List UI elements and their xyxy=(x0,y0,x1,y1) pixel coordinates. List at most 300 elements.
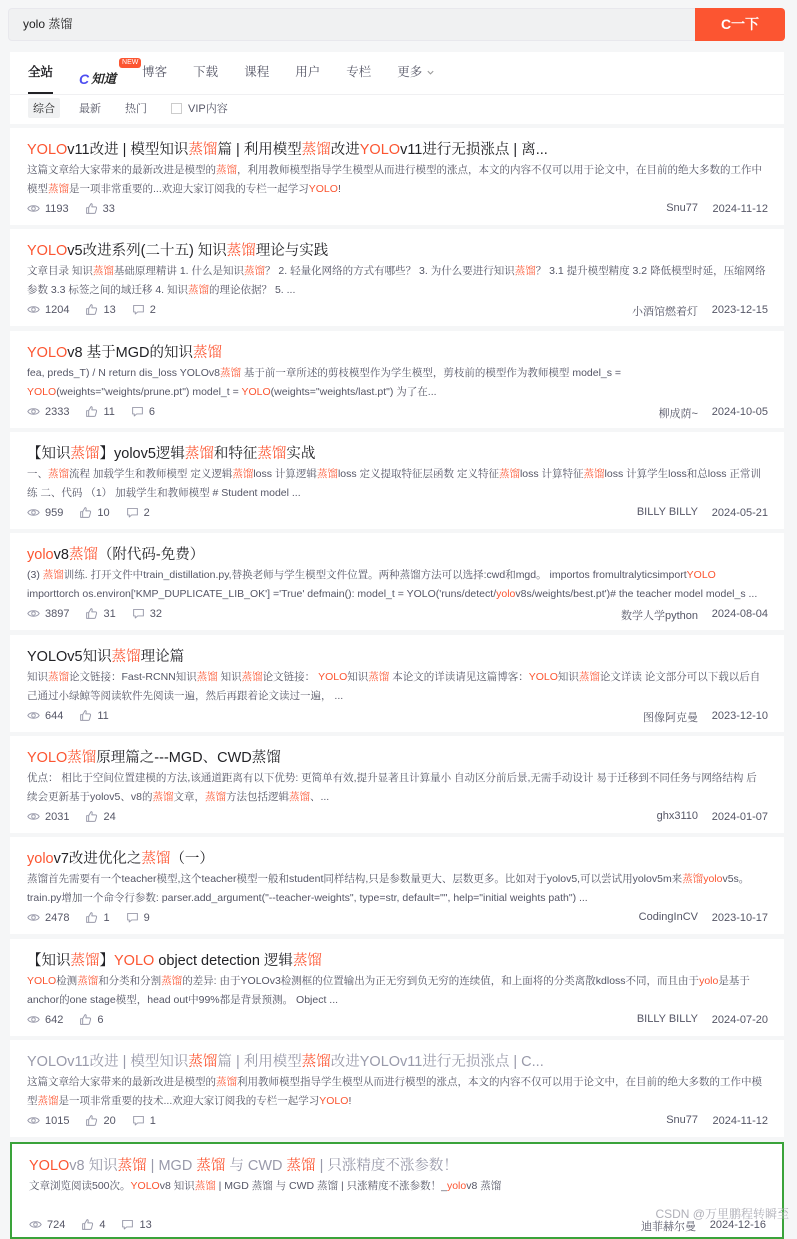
description-text: ! xyxy=(338,183,341,195)
keyword-highlight: 蒸馏 xyxy=(193,345,222,361)
tab-course[interactable]: 课程 xyxy=(244,64,269,94)
result-meta xyxy=(27,202,131,215)
title-text: YOLOv5知识 xyxy=(27,649,112,665)
view-count-value: 2333 xyxy=(45,406,69,418)
like-count-value: 6 xyxy=(97,1014,103,1026)
description-text: 本论文的详读请见这篇博客： xyxy=(389,671,528,683)
like-count[interactable] xyxy=(79,506,109,519)
views-eye-icon xyxy=(27,607,40,620)
views-eye-icon xyxy=(27,202,40,215)
title-text: v11改进 | 模型知识 xyxy=(67,142,188,158)
keyword-highlight: 蒸馏 xyxy=(368,671,389,683)
like-count-value: 1 xyxy=(103,912,109,924)
title-text: 与 CWD xyxy=(225,1158,286,1174)
like-thumb-icon[interactable] xyxy=(85,202,98,215)
views-eye-icon xyxy=(27,810,40,823)
result-date: 2024-11-12 xyxy=(713,203,768,215)
result-description xyxy=(27,364,767,402)
view-count xyxy=(27,810,69,823)
view-count xyxy=(27,405,69,418)
title-text: 改进 xyxy=(331,142,360,158)
description-text: 这篇文章给大家带来的最新改进是模型的 xyxy=(27,1076,216,1088)
title-text: YOLOv11改进 | 模型知识 xyxy=(27,1054,188,1070)
description-text: 利用教师模型指导学生模型从而进行模型的涨点，本文的内容不仅可以用于论文中，在目前的绝大多数的工作中模型 xyxy=(27,1076,762,1107)
like-count-value: 31 xyxy=(103,608,115,620)
like-count-value: 24 xyxy=(103,811,115,823)
keyword-highlight: 蒸馏 xyxy=(302,142,331,158)
result-meta xyxy=(29,1218,168,1231)
result-date: 2023-10-17 xyxy=(712,912,768,924)
result-title[interactable] xyxy=(27,1050,767,1071)
comment-bubble-icon[interactable] xyxy=(132,1114,145,1127)
description-text: 论文详读 论文部分可以下载以后自己通过小绿鲸等阅读软件先阅读一遍，然后再跟着论文读过一遍， ... xyxy=(27,671,760,702)
views-eye-icon xyxy=(27,1114,40,1127)
result-card[interactable] xyxy=(10,1142,784,1239)
description-text: 的理论依据？ 5. ... xyxy=(209,284,295,296)
description-text: ？ 3.1 提升模型精度 3.2 降低模型时延，压缩网络参数 3.3 标签之间的域迁移 4. 知识 xyxy=(27,265,766,296)
vip-label: VIP内容 xyxy=(188,103,228,115)
keyword-highlight: YOLO xyxy=(360,142,400,158)
result-meta xyxy=(27,810,132,823)
like-count[interactable] xyxy=(79,709,108,722)
description-text: 知识 xyxy=(218,671,242,683)
result-description xyxy=(27,1073,767,1111)
description-text: loss 计算学生loss和总loss 正常训练 二、代码 （1） 加载学生和教师模型 # Student model ... xyxy=(27,468,761,499)
result-title[interactable] xyxy=(27,949,767,970)
keyword-highlight: 蒸馏 xyxy=(227,243,256,259)
keyword-highlight: YOLO xyxy=(318,671,347,683)
comment-bubble-icon[interactable] xyxy=(126,506,139,519)
views-eye-icon xyxy=(27,1013,40,1026)
view-count-value: 1204 xyxy=(45,304,69,316)
comment-count[interactable] xyxy=(131,405,155,418)
keyword-highlight: 蒸馏 xyxy=(682,873,703,885)
keyword-highlight: 蒸馏 xyxy=(112,649,141,665)
keyword-highlight: YOLO xyxy=(114,953,154,969)
comment-bubble-icon[interactable] xyxy=(121,1218,134,1231)
category-tabs xyxy=(28,64,461,94)
view-count xyxy=(27,506,63,519)
keyword-highlight: YOLO xyxy=(131,1180,160,1192)
keyword-highlight: YOLO xyxy=(27,386,56,398)
view-count-value: 3897 xyxy=(45,608,69,620)
view-count xyxy=(27,1013,63,1026)
description-text: ，利用教师模型指导学生模型从而进行模型的涨点，本文的内容不仅可以用于论文中，在目前的绝大多数的工作中模型 xyxy=(27,164,762,195)
result-card[interactable] xyxy=(10,1040,784,1137)
title-text: object detection 逻辑 xyxy=(154,953,293,969)
comment-bubble-icon[interactable] xyxy=(132,607,145,620)
description-text: 论文链接：Fast-RCNN知识 xyxy=(69,671,197,683)
keyword-highlight: 蒸馏 xyxy=(161,975,182,987)
description-text: | MGD 蒸馏 与 CWD 蒸馏 | 只涨精度不涨参数！_ xyxy=(216,1180,447,1192)
tab-download[interactable]: 下载 xyxy=(193,64,218,94)
tab-zhidao-label: 知道 xyxy=(91,71,116,87)
chevron-down-icon xyxy=(426,68,435,77)
result-author[interactable]: 数学人学python xyxy=(621,607,698,623)
description-text: (weights="weights/last.pt") 为了在... xyxy=(271,386,437,398)
search-input[interactable]: yolo 蒸馏 xyxy=(8,8,696,41)
keyword-highlight: 蒸馏 xyxy=(205,791,226,803)
result-description xyxy=(27,972,767,1010)
result-author[interactable]: BILLY BILLY xyxy=(637,1013,698,1025)
keyword-highlight: 蒸馏 xyxy=(48,671,69,683)
comment-count[interactable] xyxy=(126,911,150,924)
tab-user[interactable]: 用户 xyxy=(295,64,320,94)
description-text: loss 定义提取特征层函数 定义特征 xyxy=(338,468,499,480)
title-text: v5改进系列(二十五) 知识 xyxy=(67,243,227,259)
like-count-value: 13 xyxy=(103,304,115,316)
like-thumb-icon[interactable] xyxy=(85,1114,98,1127)
result-title[interactable] xyxy=(29,1154,769,1175)
like-thumb-icon[interactable] xyxy=(81,1218,94,1231)
views-eye-icon xyxy=(27,405,40,418)
view-count-value: 1193 xyxy=(45,203,69,215)
view-count xyxy=(27,202,69,215)
like-thumb-icon[interactable] xyxy=(85,810,98,823)
like-count[interactable] xyxy=(85,405,114,418)
comment-count-value: 2 xyxy=(144,507,150,519)
like-count[interactable] xyxy=(85,1114,115,1127)
keyword-highlight: 蒸馏 xyxy=(152,791,173,803)
like-thumb-icon[interactable] xyxy=(79,1013,92,1026)
keyword-highlight: 蒸馏 xyxy=(196,1158,225,1174)
keyword-highlight: 蒸馏 xyxy=(195,1180,216,1192)
new-badge: NEW xyxy=(119,58,141,68)
keyword-highlight: 蒸馏 xyxy=(216,1076,237,1088)
keyword-highlight: 蒸馏 xyxy=(141,851,170,867)
description-text: 的差异: 由于YOLOv3检测框的位置输出为正无穷到负无穷的连续值，和上面将的分类离散kdloss不同，而且由于 xyxy=(182,975,699,987)
result-card[interactable] xyxy=(10,432,784,529)
like-count[interactable] xyxy=(85,607,115,620)
result-card[interactable] xyxy=(10,939,784,1036)
description-text: importtorch os.environ['KMP_DUPLICATE_LIB_OK'] ='True' defmain(): model_t = YOLO('runs/detect/ xyxy=(27,588,496,600)
result-date: 2024-10-05 xyxy=(712,406,768,418)
subtab-hot[interactable]: 热门 xyxy=(120,98,152,118)
right-scroll-area xyxy=(790,128,797,1228)
result-description xyxy=(27,668,767,706)
keyword-highlight: yolo xyxy=(27,851,54,867)
title-text: （附代码-免费） xyxy=(98,547,204,563)
like-count[interactable] xyxy=(85,202,115,215)
comment-bubble-icon[interactable] xyxy=(126,911,139,924)
like-count[interactable] xyxy=(85,911,109,924)
result-meta xyxy=(27,303,172,316)
description-text: 知识 xyxy=(347,671,368,683)
result-title[interactable] xyxy=(27,341,767,362)
result-date: 2024-08-04 xyxy=(712,608,768,620)
description-text: 文章目录 知识 xyxy=(27,265,93,277)
result-card[interactable] xyxy=(10,736,784,833)
comment-bubble-icon[interactable] xyxy=(132,303,145,316)
result-card[interactable] xyxy=(10,331,784,428)
result-card[interactable] xyxy=(10,533,784,630)
title-text: （一） xyxy=(170,851,214,867)
description-text: ？ 2. 轻量化网络的方式有哪些？ 3. 为什么要进行知识 xyxy=(265,265,515,277)
tab-blog[interactable]: 博客 xyxy=(142,64,167,94)
result-author[interactable]: CodingInCV xyxy=(639,911,698,923)
result-title[interactable] xyxy=(27,847,767,868)
watermark: CSDN @万里鹏程转瞬至 xyxy=(655,1205,789,1222)
result-date: 2023-12-15 xyxy=(712,304,768,316)
title-text: 【知识 xyxy=(27,446,71,462)
result-date: 2024-05-21 xyxy=(712,507,768,519)
description-text: loss 计算逻辑 xyxy=(253,468,317,480)
tab-zhidao[interactable] xyxy=(79,64,116,94)
result-title[interactable] xyxy=(27,442,767,463)
result-title[interactable] xyxy=(27,543,767,564)
keyword-highlight: 蒸馏 xyxy=(188,284,209,296)
title-text: v7改进优化之 xyxy=(54,851,142,867)
keyword-highlight: YOLO xyxy=(27,142,67,158)
keyword-highlight: 蒸馏 xyxy=(244,265,265,277)
views-eye-icon xyxy=(27,911,40,924)
description-text: 是一项非常重要的技术...欢迎大家订阅我的专栏一起学习 xyxy=(59,1095,320,1107)
keyword-highlight: 蒸馏 xyxy=(77,975,98,987)
result-author[interactable]: Snu77 xyxy=(666,1114,698,1126)
title-text: v8 基于MGD的知识 xyxy=(67,345,193,361)
comment-count-value: 1 xyxy=(150,1115,156,1127)
result-date: 2024-12-16 xyxy=(710,1219,766,1231)
result-meta xyxy=(27,405,171,418)
description-text: 方法包括逻辑 xyxy=(226,791,289,803)
keyword-highlight: YOLO xyxy=(529,671,558,683)
keyword-highlight: 蒸馏 xyxy=(302,1054,331,1070)
keyword-highlight: 蒸馏 xyxy=(188,142,217,158)
keyword-highlight: 蒸馏 xyxy=(317,468,338,480)
result-description xyxy=(27,769,767,807)
description-text: fea, preds_T) / N return dis_loss YOLOv8 xyxy=(27,367,220,379)
keyword-highlight: YOLO xyxy=(309,183,338,195)
description-text: 蒸馏首先需要有一个teacher模型,这个teacher模型一般和student同样结构,只是参数量更大、层数更多。比如对于yolov5,可以尝试用yolov5m来 xyxy=(27,873,682,885)
view-count xyxy=(27,1114,69,1127)
keyword-highlight: 蒸馏 xyxy=(93,265,114,277)
result-author[interactable]: 迪菲赫尔曼 xyxy=(641,1218,696,1234)
keyword-highlight: YOLO xyxy=(27,345,67,361)
result-author[interactable]: 柳成荫~ xyxy=(659,405,698,421)
keyword-highlight: 蒸馏 xyxy=(257,446,286,462)
view-count-value: 2031 xyxy=(45,811,69,823)
result-card[interactable] xyxy=(10,128,784,225)
title-text: v8 知识 xyxy=(69,1158,117,1174)
keyword-highlight: 蒸馏 xyxy=(71,953,100,969)
tab-all[interactable]: 全站 xyxy=(28,64,53,94)
result-title[interactable] xyxy=(27,138,767,159)
like-thumb-icon[interactable] xyxy=(85,911,98,924)
keyword-highlight: YOLO xyxy=(27,750,67,766)
sort-tabs xyxy=(28,98,247,118)
title-text: 和特征 xyxy=(214,446,258,462)
category-nav xyxy=(10,52,784,124)
title-text: 【知识 xyxy=(27,953,71,969)
keyword-highlight: 蒸馏 xyxy=(71,446,100,462)
view-count-value: 724 xyxy=(47,1219,65,1231)
keyword-highlight: 蒸馏 xyxy=(118,1158,147,1174)
result-date: 2024-01-07 xyxy=(712,811,768,823)
title-text: | MGD xyxy=(147,1158,197,1174)
description-text: 是基于anchor的one stage模型，head out中99%都是背景预测。 Object ... xyxy=(27,975,750,1006)
result-card[interactable] xyxy=(10,837,784,934)
keyword-highlight: 蒸馏 xyxy=(48,468,69,480)
description-text: ! xyxy=(348,1095,351,1107)
result-meta xyxy=(27,911,166,924)
comment-count[interactable] xyxy=(132,607,162,620)
keyword-highlight: YOLO xyxy=(29,1158,69,1174)
keyword-highlight: 蒸馏 xyxy=(38,1095,59,1107)
like-thumb-icon[interactable] xyxy=(79,506,92,519)
keyword-highlight: 蒸馏 xyxy=(293,953,322,969)
view-count xyxy=(27,607,69,620)
tab-more[interactable] xyxy=(397,64,435,94)
like-count[interactable] xyxy=(79,1013,103,1026)
keyword-highlight: yolo xyxy=(447,1180,466,1192)
comment-count-value: 32 xyxy=(150,608,162,620)
title-text: | 只涨精度不涨参数！ xyxy=(316,1158,458,1174)
title-text: 实战 xyxy=(286,446,315,462)
views-eye-icon xyxy=(29,1218,42,1231)
result-card[interactable] xyxy=(10,635,784,732)
subtab-latest[interactable]: 最新 xyxy=(74,98,106,118)
comment-bubble-icon[interactable] xyxy=(131,405,144,418)
result-description xyxy=(27,161,767,199)
result-meta xyxy=(27,1114,172,1127)
title-text: 理论篇 xyxy=(141,649,185,665)
description-text: v8 知识 xyxy=(160,1180,195,1192)
result-author[interactable]: BILLY BILLY xyxy=(637,506,698,518)
title-text: v11进行无损涨点 | 离... xyxy=(400,142,548,158)
keyword-highlight: 蒸馏 xyxy=(579,671,600,683)
views-eye-icon xyxy=(27,303,40,316)
result-author[interactable]: Snu77 xyxy=(666,202,698,214)
view-count-value: 642 xyxy=(45,1014,63,1026)
vip-checkbox[interactable] xyxy=(171,103,182,114)
result-description xyxy=(27,566,767,604)
comment-count[interactable] xyxy=(132,303,156,316)
top-search-bar xyxy=(0,0,797,48)
keyword-highlight: 蒸馏 xyxy=(216,164,237,176)
description-text: 基础原理精讲 1. 什么是知识 xyxy=(114,265,244,277)
like-count-value: 4 xyxy=(99,1219,105,1231)
keyword-highlight: YOLO xyxy=(27,243,67,259)
description-text: 是一项非常重要的...欢迎大家订阅我的专栏一起学习 xyxy=(69,183,309,195)
view-count-value: 1015 xyxy=(45,1115,69,1127)
tab-column[interactable]: 专栏 xyxy=(346,64,371,94)
like-thumb-icon[interactable] xyxy=(79,709,92,722)
keyword-highlight: 蒸馏 xyxy=(242,671,263,683)
result-description xyxy=(27,870,767,908)
description-text: v5s。 train.py增加一个命令行参数: parser.add_argument("--teacher-weights", type=str, default="", help="initial weights path") ... xyxy=(27,873,749,904)
view-count-value: 644 xyxy=(45,710,63,722)
like-thumb-icon[interactable] xyxy=(85,303,98,316)
like-count[interactable] xyxy=(85,810,115,823)
description-text: 训练. 打开文件中train_distillation.py,替换老师与学生模型文件位置。两种蒸馏方法可以选择:cwd和mgd。 importos fromultralyticsimport xyxy=(64,569,687,581)
like-thumb-icon[interactable] xyxy=(85,607,98,620)
keyword-highlight: 蒸馏 xyxy=(499,468,520,480)
comment-count-value: 9 xyxy=(144,912,150,924)
comment-count[interactable] xyxy=(132,1114,156,1127)
result-meta xyxy=(27,607,178,620)
description-text: loss 计算特征 xyxy=(520,468,584,480)
keyword-highlight: 蒸馏 xyxy=(584,468,605,480)
keyword-highlight: yolo xyxy=(699,975,718,987)
like-count[interactable] xyxy=(85,303,115,316)
like-thumb-icon[interactable] xyxy=(85,405,98,418)
keyword-highlight: 蒸馏 xyxy=(69,547,98,563)
description-text: 文章浏览阅读500次。 xyxy=(29,1180,131,1192)
comment-count-value: 6 xyxy=(149,406,155,418)
keyword-highlight: yolo xyxy=(496,588,515,600)
like-count-value: 20 xyxy=(103,1115,115,1127)
keyword-highlight: 蒸馏 xyxy=(197,671,218,683)
comment-count[interactable] xyxy=(121,1218,151,1231)
nav-divider xyxy=(10,94,784,95)
description-text: (weights="weights/prune.pt") model_t = xyxy=(56,386,241,398)
result-title[interactable] xyxy=(27,645,767,666)
keyword-highlight: YOLO xyxy=(241,386,270,398)
keyword-highlight: YOLO xyxy=(687,569,716,581)
comment-count[interactable] xyxy=(126,506,150,519)
keyword-highlight: yolo xyxy=(703,873,722,885)
result-date: 2023-12-10 xyxy=(712,710,768,722)
result-date: 2024-07-20 xyxy=(712,1014,768,1026)
description-text: v8 蒸馏 xyxy=(466,1180,501,1192)
result-title[interactable] xyxy=(27,746,767,767)
title-text: 】 xyxy=(100,953,115,969)
keyword-highlight: 蒸馏 xyxy=(287,1158,316,1174)
description-text: 、... xyxy=(310,791,329,803)
description-text: 一、 xyxy=(27,468,48,480)
keyword-highlight: 蒸馏 xyxy=(185,446,214,462)
description-text: 知识 xyxy=(558,671,579,683)
description-text: 和分类和分割 xyxy=(98,975,161,987)
keyword-highlight: 蒸馏 xyxy=(232,468,253,480)
title-text: 改进YOLOv11进行无损涨点 | C... xyxy=(331,1054,544,1070)
result-meta xyxy=(27,506,166,519)
result-author[interactable]: 小酒馆燃着灯 xyxy=(632,303,698,319)
title-text: 原理篇之---MGD、CWD蒸馏 xyxy=(96,750,280,766)
description-text: 论文链接： xyxy=(263,671,318,683)
title-text: v8 xyxy=(54,547,69,563)
result-card[interactable] xyxy=(10,229,784,326)
description-text: 这篇文章给大家带来的最新改进是模型的 xyxy=(27,164,216,176)
title-text: 理论与实践 xyxy=(256,243,329,259)
result-title[interactable] xyxy=(27,239,767,260)
keyword-highlight: 蒸馏 xyxy=(188,1054,217,1070)
description-text: v8s/weights/best.pt')# the teacher model model_s ... xyxy=(515,588,757,600)
result-meta xyxy=(27,709,125,722)
vip-filter[interactable] xyxy=(166,98,233,118)
view-count-value: 2478 xyxy=(45,912,69,924)
keyword-highlight: yolo xyxy=(27,547,54,563)
subtab-comprehensive[interactable]: 综合 xyxy=(28,98,60,118)
description-text: 优点： 相比于空间位置建模的方法,该通道距离有以下优势: 更简单有效,提升显著且计算量小 自动区分前后景,无需手动设计 易于迁移到不同任务与网络结构 后续会更新基于yolov5、v8的 xyxy=(27,772,757,803)
search-button[interactable]: C一下 xyxy=(695,8,785,41)
comment-count-value: 2 xyxy=(150,304,156,316)
like-count-value: 10 xyxy=(97,507,109,519)
like-count[interactable] xyxy=(81,1218,105,1231)
view-count xyxy=(27,709,63,722)
description-text: (3) xyxy=(27,569,43,581)
view-count xyxy=(29,1218,65,1231)
result-author[interactable]: 图像阿克曼 xyxy=(643,709,698,725)
keyword-highlight: YOLO xyxy=(27,975,56,987)
tab-more-label: 更多 xyxy=(397,65,422,79)
description-text: 知识 xyxy=(27,671,48,683)
title-text: 篇 | 利用模型 xyxy=(217,1054,301,1070)
description-text: 文章， xyxy=(173,791,205,803)
result-author[interactable]: ghx3110 xyxy=(657,810,698,822)
keyword-highlight: 蒸馏 xyxy=(220,367,241,379)
views-eye-icon xyxy=(27,709,40,722)
